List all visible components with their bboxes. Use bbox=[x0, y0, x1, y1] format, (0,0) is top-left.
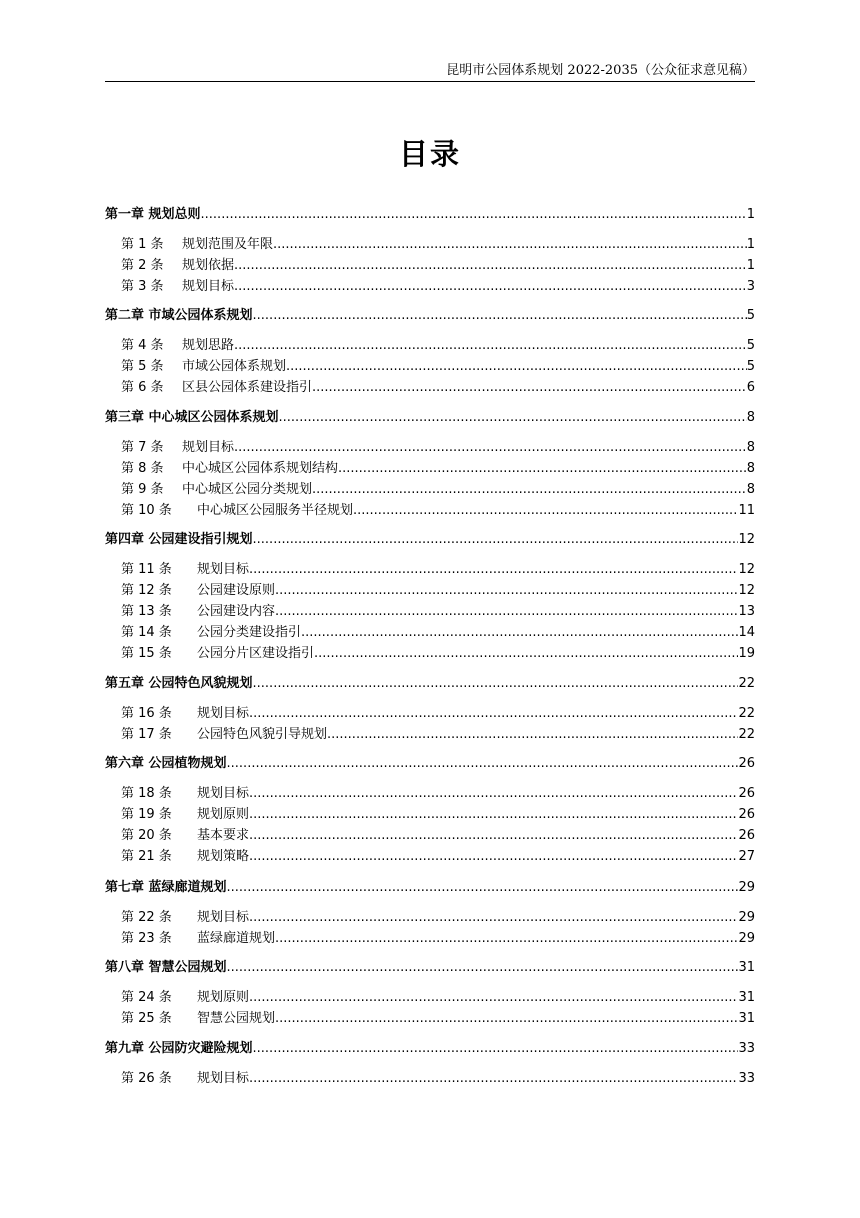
toc-page-number: 13 bbox=[738, 604, 755, 619]
toc-article-number: 第 22 条 bbox=[121, 910, 172, 925]
toc-article-title: 基本要求 bbox=[197, 828, 250, 843]
toc-dot-leader bbox=[249, 828, 738, 844]
toc-article-row[interactable] bbox=[121, 602, 755, 620]
toc-article-row[interactable] bbox=[121, 725, 755, 743]
toc-dot-leader bbox=[286, 359, 747, 375]
toc-page-number: 22 bbox=[738, 676, 755, 691]
toc-dot-leader bbox=[227, 756, 739, 772]
toc-chapter-row[interactable] bbox=[105, 958, 755, 976]
toc-article-row[interactable] bbox=[121, 847, 755, 865]
toc-article-number: 第 23 条 bbox=[121, 931, 172, 946]
toc-page-number: 8 bbox=[746, 440, 755, 455]
toc-article-row[interactable] bbox=[121, 805, 755, 823]
toc-dot-leader bbox=[275, 1011, 738, 1027]
toc-dot-leader bbox=[275, 931, 738, 947]
toc-article-row[interactable] bbox=[121, 908, 755, 926]
toc-chapter-title: 第九章 公园防灾避险规划 bbox=[105, 1041, 253, 1056]
toc-page-number: 8 bbox=[746, 410, 755, 425]
toc-page-number: 5 bbox=[746, 308, 755, 323]
toc-page-number: 33 bbox=[738, 1071, 755, 1086]
toc-article-row[interactable] bbox=[121, 644, 755, 662]
toc-article-title: 公园特色风貌引导规划 bbox=[197, 727, 328, 742]
toc-page-number: 26 bbox=[738, 786, 755, 801]
toc-article-row[interactable] bbox=[121, 480, 755, 498]
toc-chapter-row[interactable] bbox=[105, 878, 755, 896]
toc-article-title: 公园建设原则 bbox=[197, 583, 276, 598]
toc-page-number: 8 bbox=[746, 482, 755, 497]
toc-article-row[interactable] bbox=[121, 501, 755, 519]
toc-page-number: 29 bbox=[738, 931, 755, 946]
toc-dot-leader bbox=[227, 880, 739, 896]
toc-dot-leader bbox=[327, 727, 738, 743]
toc-article-title: 规划目标 bbox=[197, 706, 250, 721]
toc-article-number: 第 17 条 bbox=[121, 727, 172, 742]
toc-dot-leader bbox=[253, 676, 739, 692]
toc-article-title: 规划思路 bbox=[182, 338, 235, 353]
toc-article-title: 中心城区公园服务半径规划 bbox=[197, 503, 354, 518]
toc-dot-leader bbox=[273, 237, 747, 253]
toc-article-title: 规划目标 bbox=[197, 562, 250, 577]
toc-article-title: 规划原则 bbox=[197, 807, 250, 822]
toc-article-title: 蓝绿廊道规划 bbox=[197, 931, 276, 946]
toc-page-number: 22 bbox=[738, 727, 755, 742]
toc-article-row[interactable] bbox=[121, 704, 755, 722]
toc-article-row[interactable] bbox=[121, 378, 755, 396]
toc-page-number: 11 bbox=[738, 503, 755, 518]
toc-dot-leader bbox=[249, 786, 738, 802]
toc-page-number: 26 bbox=[738, 807, 755, 822]
toc-article-row[interactable] bbox=[121, 1069, 755, 1087]
toc-article-row[interactable] bbox=[121, 988, 755, 1006]
toc-page-number: 29 bbox=[738, 910, 755, 925]
toc-article-number: 第 2 条 bbox=[121, 258, 164, 273]
toc-page-number: 27 bbox=[738, 849, 755, 864]
toc-article-row[interactable] bbox=[121, 581, 755, 599]
toc-chapter-title: 第一章 规划总则 bbox=[105, 207, 201, 222]
toc-dot-leader bbox=[301, 625, 738, 641]
toc-dot-leader bbox=[279, 410, 747, 426]
toc-article-number: 第 4 条 bbox=[121, 338, 164, 353]
toc-chapter-row[interactable] bbox=[105, 306, 755, 324]
toc-article-number: 第 20 条 bbox=[121, 828, 172, 843]
toc-dot-leader bbox=[249, 807, 738, 823]
toc-article-number: 第 3 条 bbox=[121, 279, 164, 294]
toc-article-number: 第 26 条 bbox=[121, 1071, 172, 1086]
toc-article-row[interactable] bbox=[121, 256, 755, 274]
toc-page-number: 26 bbox=[738, 756, 755, 771]
toc-article-number: 第 21 条 bbox=[121, 849, 172, 864]
toc-dot-leader bbox=[253, 532, 739, 548]
toc-chapter-title: 第四章 公园建设指引规划 bbox=[105, 532, 253, 547]
toc-article-title: 公园分类建设指引 bbox=[197, 625, 302, 640]
toc-article-number: 第 13 条 bbox=[121, 604, 172, 619]
toc-dot-leader bbox=[312, 380, 747, 396]
toc-article-row[interactable] bbox=[121, 357, 755, 375]
toc-article-row[interactable] bbox=[121, 459, 755, 477]
toc-chapter-title: 第七章 蓝绿廊道规划 bbox=[105, 880, 227, 895]
toc-page-number: 31 bbox=[738, 1011, 755, 1026]
toc-dot-leader bbox=[249, 1071, 738, 1087]
toc-chapter-row[interactable] bbox=[105, 205, 755, 223]
toc-chapter-row[interactable] bbox=[105, 530, 755, 548]
toc-article-row[interactable] bbox=[121, 623, 755, 641]
toc-dot-leader bbox=[249, 562, 738, 578]
toc-page-number: 12 bbox=[738, 583, 755, 598]
toc-dot-leader bbox=[338, 461, 747, 477]
toc-dot-leader bbox=[234, 338, 747, 354]
toc-article-row[interactable] bbox=[121, 438, 755, 456]
toc-article-title: 规划目标 bbox=[182, 279, 235, 294]
toc-article-title: 规划目标 bbox=[197, 910, 250, 925]
toc-article-title: 规划目标 bbox=[182, 440, 235, 455]
toc-heading: 目录 bbox=[398, 137, 461, 171]
toc-article-title: 规划原则 bbox=[197, 990, 250, 1005]
toc-page-number: 31 bbox=[738, 990, 755, 1005]
toc-page-number: 19 bbox=[738, 646, 755, 661]
toc-chapter-title: 第六章 公园植物规划 bbox=[105, 756, 227, 771]
toc-article-number: 第 6 条 bbox=[121, 380, 164, 395]
toc-dot-leader bbox=[249, 910, 738, 926]
toc-article-row[interactable] bbox=[121, 929, 755, 947]
toc-article-number: 第 5 条 bbox=[121, 359, 164, 374]
toc-article-number: 第 16 条 bbox=[121, 706, 172, 721]
toc-article-title: 中心城区公园分类规划 bbox=[182, 482, 313, 497]
toc-article-title: 公园建设内容 bbox=[197, 604, 276, 619]
toc-article-title: 规划目标 bbox=[197, 786, 250, 801]
toc-page-number: 14 bbox=[738, 625, 755, 640]
toc-article-number: 第 1 条 bbox=[121, 237, 164, 252]
toc-dot-leader bbox=[227, 960, 739, 976]
toc-article-row[interactable] bbox=[121, 235, 755, 253]
toc-article-number: 第 15 条 bbox=[121, 646, 172, 661]
toc-page-number: 8 bbox=[746, 461, 755, 476]
toc-article-title: 规划依据 bbox=[182, 258, 235, 273]
toc-dot-leader bbox=[249, 990, 738, 1006]
toc-page-number: 1 bbox=[746, 258, 755, 273]
toc-page-number: 22 bbox=[738, 706, 755, 721]
toc-dot-leader bbox=[249, 849, 738, 865]
toc-article-title: 规划范围及年限 bbox=[182, 237, 274, 252]
toc-article-number: 第 18 条 bbox=[121, 786, 172, 801]
toc-page-number: 33 bbox=[738, 1041, 755, 1056]
toc-page-number: 6 bbox=[746, 380, 755, 395]
toc-article-title: 中心城区公园体系规划结构 bbox=[182, 461, 339, 476]
toc-page-number: 26 bbox=[738, 828, 755, 843]
toc-article-number: 第 8 条 bbox=[121, 461, 164, 476]
toc-article-title: 规划策略 bbox=[197, 849, 250, 864]
page-header bbox=[105, 63, 755, 82]
toc-article-number: 第 25 条 bbox=[121, 1011, 172, 1026]
toc-article-title: 规划目标 bbox=[197, 1071, 250, 1086]
document-title: 昆明市公园体系规划 2022-2035（公众征求意见稿） bbox=[446, 63, 755, 78]
toc-chapter-title: 第三章 中心城区公园体系规划 bbox=[105, 410, 279, 425]
toc-chapter-row[interactable] bbox=[105, 408, 755, 426]
toc-chapter-row[interactable] bbox=[105, 1039, 755, 1057]
toc-article-number: 第 14 条 bbox=[121, 625, 172, 640]
toc-article-number: 第 12 条 bbox=[121, 583, 172, 598]
toc-dot-leader bbox=[275, 604, 738, 620]
toc-dot-leader bbox=[314, 646, 738, 662]
toc-dot-leader bbox=[201, 207, 747, 223]
toc-page-number: 5 bbox=[746, 359, 755, 374]
toc-page-number: 3 bbox=[746, 279, 755, 294]
toc-dot-leader bbox=[275, 583, 738, 599]
toc-page-number: 1 bbox=[746, 207, 755, 222]
toc-article-row[interactable] bbox=[121, 277, 755, 295]
toc-chapter-title: 第五章 公园特色风貌规划 bbox=[105, 676, 253, 691]
toc-dot-leader bbox=[234, 279, 747, 295]
toc-article-number: 第 11 条 bbox=[121, 562, 172, 577]
toc-dot-leader bbox=[253, 1041, 739, 1057]
toc-article-row[interactable] bbox=[121, 336, 755, 354]
toc-dot-leader bbox=[249, 706, 738, 722]
toc-article-title: 区县公园体系建设指引 bbox=[182, 380, 313, 395]
toc-article-title: 市域公园体系规划 bbox=[182, 359, 287, 374]
toc-page-number: 31 bbox=[738, 960, 755, 975]
toc-page-number: 1 bbox=[746, 237, 755, 252]
toc-article-title: 智慧公园规划 bbox=[197, 1011, 276, 1026]
toc-article-row[interactable] bbox=[121, 826, 755, 844]
toc-article-title: 公园分片区建设指引 bbox=[197, 646, 315, 661]
toc-page-number: 12 bbox=[738, 532, 755, 547]
toc-chapter-title: 第八章 智慧公园规划 bbox=[105, 960, 227, 975]
toc-article-row[interactable] bbox=[121, 560, 755, 578]
toc-page-number: 29 bbox=[738, 880, 755, 895]
toc-dot-leader bbox=[253, 308, 747, 324]
toc-dot-leader bbox=[234, 258, 747, 274]
toc-article-row[interactable] bbox=[121, 1009, 755, 1027]
toc-chapter-row[interactable] bbox=[105, 754, 755, 772]
toc-article-number: 第 9 条 bbox=[121, 482, 164, 497]
toc-chapter-title: 第二章 市域公园体系规划 bbox=[105, 308, 253, 323]
toc-dot-leader bbox=[234, 440, 747, 456]
toc-article-row[interactable] bbox=[121, 784, 755, 802]
toc-page-number: 5 bbox=[746, 338, 755, 353]
toc-dot-leader bbox=[312, 482, 747, 498]
toc-article-number: 第 24 条 bbox=[121, 990, 172, 1005]
toc-article-number: 第 7 条 bbox=[121, 440, 164, 455]
toc-chapter-row[interactable] bbox=[105, 674, 755, 692]
toc-dot-leader bbox=[353, 503, 738, 519]
toc-page-number: 12 bbox=[738, 562, 755, 577]
toc-article-number: 第 19 条 bbox=[121, 807, 172, 822]
toc-article-number: 第 10 条 bbox=[121, 503, 172, 518]
